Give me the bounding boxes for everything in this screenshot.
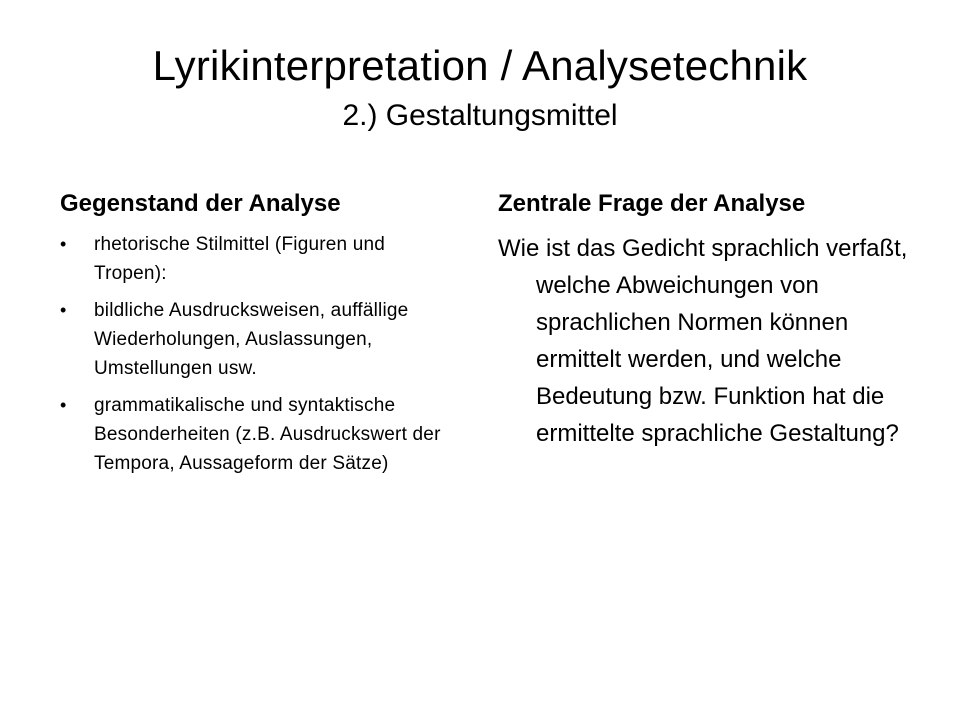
slide-title: Lyrikinterpretation / Analysetechnik [152,42,808,89]
slide-subtitle: 2.) Gestaltungsmittel [342,99,618,132]
list-item-text: grammatikalische und syntaktische Besonderheiten (z.B. Ausdruckswert der Tempora, Aussageform der Sätze) [94,395,441,474]
title-block [40,38,920,138]
bullet-icon: • [60,395,67,415]
left-column [60,186,460,486]
list-item [60,296,460,383]
right-column-heading: Zentrale Frage der Analyse [498,190,806,217]
left-column-heading: Gegenstand der Analyse [60,190,341,217]
list-item [60,230,460,288]
bullet-icon: • [60,234,67,254]
analysis-subject-list [60,230,460,478]
right-column [498,186,918,452]
list-item-text: bildliche Ausdrucksweisen, auffällige Wiederholungen, Auslassungen, Umstellungen usw. [94,300,409,379]
list-item-text: rhetorische Stilmittel (Figuren und Tropen): [94,234,386,284]
central-question: Wie ist das Gedicht sprachlich verfaßt, welche Abweichungen von sprachlichen Normen können ermittelt werden, und welche Bedeutung bzw. Funktion hat die ermittelte sprachliche Gestaltung? [498,235,908,447]
list-item [60,391,460,478]
bullet-icon: • [60,300,67,320]
